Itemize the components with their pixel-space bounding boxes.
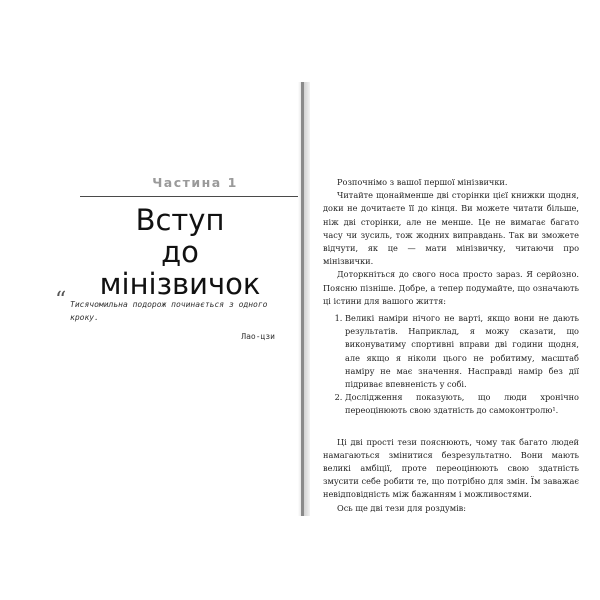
spacer — [323, 418, 579, 436]
paragraph-4: Ці дві прості тези пояснюють, чому так багато людей намагаються змінитися безрезультатно. Вони мають великі амбіції, проте переоцінюють свою здатність змусити себе робити те, що потрібно для змін. Їм заважає невідповідність між бажанням і можливостями. — [323, 436, 579, 500]
numbered-list — [323, 312, 579, 418]
book-gutter-shadow — [298, 82, 310, 516]
book-gutter — [301, 82, 304, 516]
quote-mark-icon: “ — [55, 288, 67, 313]
chapter-title — [80, 204, 280, 300]
chapter-title-line-2: до мінізвичок — [99, 235, 261, 301]
paragraph-2: Читайте щонайменше дві сторінки цієї книжки щодня, доки не дочитаєте її до кінця. Ви можете читати більше, ніж дві сторінки, але не менше. Це не вимагає багато часу чи зусиль, тож жодних виправдань. Так ви зможете відчути, як це — мати мінізвичку, читаючи про мінізвички. — [323, 190, 579, 267]
paragraph-5: Ось ще дві тези для роздумів: — [337, 502, 467, 513]
part-label: Частина 1 — [152, 175, 238, 190]
epigraph-author: Лао-цзи — [241, 332, 275, 341]
epigraph: Тисячомильна подорож починається з одного кроку. — [70, 300, 268, 322]
paragraph-1: Розпочнімо з вашої першої мінізвички. — [337, 177, 508, 187]
right-page-text — [323, 176, 579, 515]
list-item: 1. Великі наміри нічого не варті, якщо вони не дають результатів. Наприклад, я можу сказати, що виконуватиму спортивні вправи дві години щодня, але якщо я ніколи цього не робитиму, масштаб наміру не має значення. Насправді намір без дії підриває впевненість у собі. — [345, 312, 579, 391]
list-item: 2. Дослідження показують, що люди хронічно переоцінюють свою здатність до самоконтролю¹. — [345, 391, 579, 417]
paragraph-3: Доторкніться до свого носа просто зараз. Я серйозно. Поясню пізніше. Добре, а тепер подумайте, що означають ці істини для вашого життя: — [323, 269, 579, 306]
chapter-title-line-1: Вступ — [135, 203, 225, 237]
part-divider — [80, 196, 298, 197]
